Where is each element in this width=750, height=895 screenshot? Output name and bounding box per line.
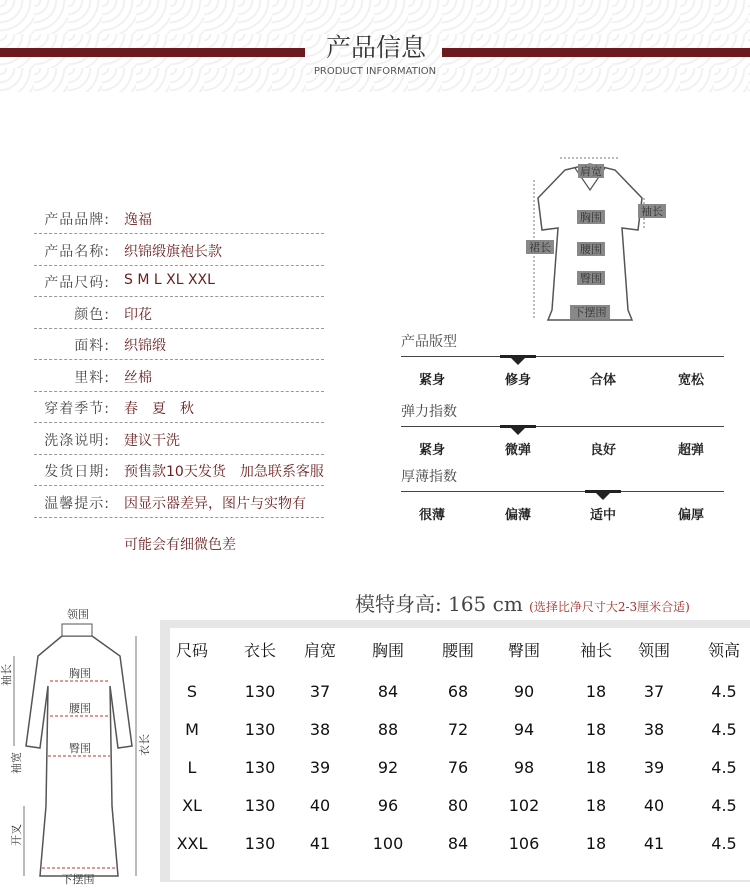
size-table (170, 628, 750, 880)
table-cell: M (185, 720, 199, 739)
info-value: 织锦缎 (124, 338, 166, 354)
table-cell: 130 (244, 796, 276, 815)
info-label: 面料: (74, 338, 110, 354)
scale-arrow-icon (596, 493, 610, 500)
info-value: 春 夏 秋 (124, 401, 194, 417)
side-label-length: 衣长 (138, 734, 151, 756)
side-label-waist: 腰围 (69, 702, 91, 715)
table-cell: XL (182, 796, 202, 815)
table-cell: 94 (513, 720, 535, 739)
scale-title: 产品版型 (401, 334, 457, 350)
side-label-slit: 开叉 (10, 824, 23, 846)
model-height (355, 588, 690, 617)
table-cell: 37 (309, 682, 331, 701)
model-height-note: (选择比净尺寸大2-3厘米合适) (529, 600, 690, 614)
table-cell: 18 (585, 720, 607, 739)
table-cell: L (187, 758, 197, 777)
size-table-frame (160, 620, 750, 882)
header-line-left (0, 48, 305, 57)
page-subtitle: PRODUCT INFORMATION (313, 66, 437, 77)
info-value: 预售款10天发货 加急联系客服 (124, 464, 324, 480)
info-row (34, 455, 324, 486)
scale-line (401, 426, 724, 427)
info-value: 织锦缎旗袍长款 (124, 243, 222, 260)
table-cell: 40 (643, 796, 665, 815)
table-header-cell: 领围 (637, 641, 670, 660)
side-label-collar: 领围 (67, 608, 89, 621)
table-cell: 41 (643, 834, 665, 853)
info-label: 里料: (74, 369, 110, 386)
table-cell: 39 (643, 758, 665, 777)
table-header-cell: 臀围 (507, 641, 540, 660)
info-label: 温馨提示: (44, 495, 110, 512)
scale-title: 厚薄指数 (401, 469, 457, 485)
scale-option: 适中 (589, 508, 616, 523)
side-label-sleeve: 袖长 (0, 664, 13, 686)
info-label: 产品尺码: (44, 275, 110, 291)
table-cell: XXL (176, 834, 208, 853)
table-cell: 130 (244, 682, 276, 701)
info-row (34, 329, 324, 360)
page-title: 产品信息 (325, 33, 426, 62)
table-cell: 18 (585, 796, 607, 815)
info-label: 穿着季节: (44, 401, 110, 417)
table-header-cell: 袖长 (579, 641, 612, 660)
info-value: S M L XL XXL (124, 272, 215, 288)
table-cell: 130 (244, 720, 276, 739)
info-row (34, 235, 324, 266)
info-label: 产品品牌: (44, 212, 110, 228)
table-cell: 4.5 (711, 682, 737, 701)
scale-arrow-icon (511, 358, 525, 365)
side-label-cuff: 袖宽 (10, 752, 23, 774)
scale-option: 微弹 (504, 443, 531, 458)
info-label: 产品名称: (44, 243, 110, 260)
header-line-right (442, 48, 750, 57)
table-cell: 92 (377, 758, 399, 777)
info-label: 颜色: (74, 306, 110, 323)
table-cell: 4.5 (711, 834, 737, 853)
table-cell: 40 (309, 796, 331, 815)
info-row (34, 424, 324, 455)
info-label: 发货日期: (44, 464, 110, 480)
label-hem: 下摆围 (573, 306, 607, 319)
info-value: 逸福 (124, 212, 152, 228)
table-cell: 130 (244, 758, 276, 777)
table-cell: 90 (513, 682, 535, 701)
scale-line (401, 491, 724, 492)
table-cell: 130 (244, 834, 276, 853)
table-cell: 18 (585, 834, 607, 853)
table-cell: 18 (585, 682, 607, 701)
table-cell: 106 (508, 834, 540, 853)
info-row (34, 487, 324, 518)
scale-arrow-icon (511, 428, 525, 435)
label-hip: 臀围 (580, 272, 602, 285)
table-cell: 38 (309, 720, 331, 739)
model-height-value: 165 cm (448, 592, 523, 616)
info-value: 印花 (124, 306, 152, 323)
table-cell: 100 (372, 834, 404, 853)
table-cell: 68 (447, 682, 469, 701)
scale-option: 修身 (504, 373, 531, 388)
scale-line (401, 356, 724, 357)
side-label-hem: 下摆围 (61, 873, 95, 886)
table-cell: 88 (377, 720, 399, 739)
table-cell: 102 (508, 796, 540, 815)
info-row (34, 203, 324, 234)
header-banner (0, 0, 750, 92)
info-row (34, 266, 324, 297)
scale-option: 很薄 (418, 508, 445, 523)
scale-option: 宽松 (677, 373, 704, 388)
scale-option: 偏薄 (504, 508, 531, 523)
info-value: 因显示器差异，图片与实物有 (124, 495, 306, 512)
table-cell: 41 (309, 834, 331, 853)
table-cell: 80 (447, 796, 469, 815)
label-sleeve: 袖长 (641, 205, 663, 218)
table-cell: S (186, 682, 198, 701)
table-cell: 4.5 (711, 796, 737, 815)
label-chest: 胸围 (580, 211, 602, 224)
label-waist: 腰围 (580, 243, 602, 256)
table-cell: 18 (585, 758, 607, 777)
dress-figure-top (520, 150, 670, 328)
table-cell: 4.5 (711, 720, 737, 739)
info-value: 丝棉 (124, 369, 152, 386)
scale-option: 偏厚 (677, 508, 704, 523)
scale-option: 超弹 (677, 443, 704, 458)
table-cell: 98 (513, 758, 535, 777)
info-extra-note: 可能会有细微色差 (124, 537, 236, 553)
label-length: 裙长 (529, 241, 551, 254)
info-row (34, 298, 324, 329)
scale-title: 弹力指数 (401, 404, 457, 420)
side-label-hip: 臀围 (69, 742, 91, 755)
scale-option: 合体 (589, 373, 616, 388)
table-cell: 96 (377, 796, 399, 815)
table-cell: 39 (309, 758, 331, 777)
info-label: 洗涤说明: (44, 432, 110, 449)
side-label-chest: 胸围 (69, 667, 91, 680)
table-cell: 4.5 (711, 758, 737, 777)
info-row (34, 361, 324, 392)
scale-option: 良好 (589, 443, 616, 458)
table-header-cell: 胸围 (371, 641, 404, 660)
label-shoulder: 肩宽 (580, 165, 602, 178)
table-header-cell: 腰围 (441, 641, 474, 660)
scale-option: 紧身 (418, 373, 445, 388)
scale-option: 紧身 (418, 443, 445, 458)
table-cell: 72 (447, 720, 469, 739)
table-cell: 76 (447, 758, 469, 777)
info-value: 建议干洗 (124, 432, 180, 449)
dress-figure-side (0, 606, 158, 890)
table-header-cell: 尺码 (175, 641, 208, 660)
table-header-cell: 肩宽 (303, 641, 336, 660)
table-cell: 84 (447, 834, 469, 853)
table-header-cell: 领高 (707, 641, 740, 660)
model-height-label: 模特身高: (355, 592, 442, 616)
table-cell: 37 (643, 682, 665, 701)
table-cell: 38 (643, 720, 665, 739)
table-cell: 84 (377, 682, 399, 701)
table-header-cell: 衣长 (243, 641, 276, 660)
info-row (34, 392, 324, 423)
